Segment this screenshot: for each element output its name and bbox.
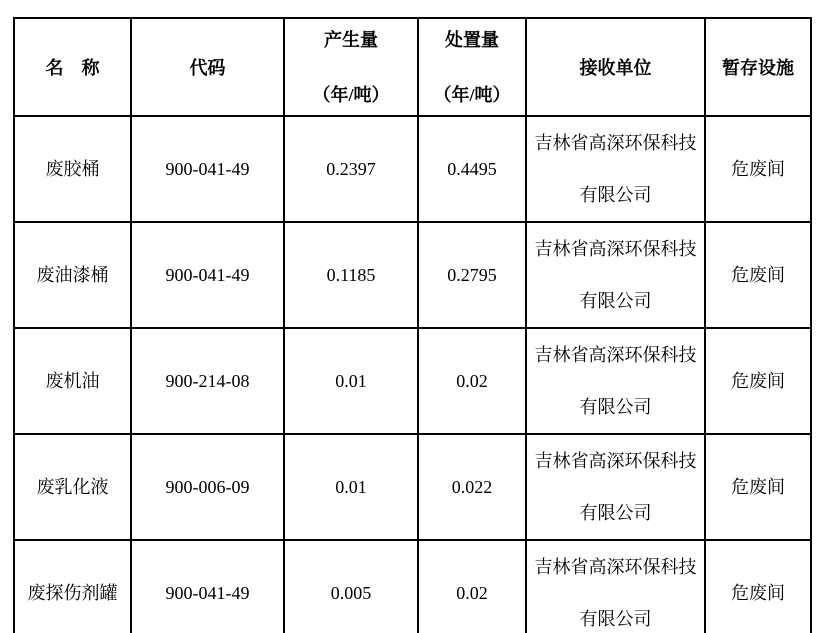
production-amount: 0.01 — [284, 434, 418, 540]
header-receiver: 接收单位 — [526, 18, 705, 116]
table-row — [14, 328, 811, 434]
storage-facility: 危废间 — [705, 116, 811, 222]
waste-code: 900-041-49 — [131, 540, 284, 633]
header-disposal-label: 处置量 — [445, 29, 499, 50]
table-row — [14, 540, 811, 633]
header-production-unit: （年/吨） — [312, 84, 390, 105]
production-amount: 0.005 — [284, 540, 418, 633]
receiver-unit: 吉林省高深环保科技有限公司 — [526, 540, 705, 633]
header-row — [14, 18, 811, 116]
table-row — [14, 116, 811, 222]
storage-facility: 危废间 — [705, 434, 811, 540]
receiver-unit: 吉林省高深环保科技有限公司 — [526, 328, 705, 434]
header-name: 名 称 — [14, 18, 131, 116]
receiver-unit: 吉林省高深环保科技有限公司 — [526, 116, 705, 222]
storage-facility: 危废间 — [705, 540, 811, 633]
waste-name: 废胶桶 — [14, 116, 131, 222]
waste-name: 废油漆桶 — [14, 222, 131, 328]
disposal-amount: 0.02 — [418, 328, 526, 434]
disposal-amount: 0.022 — [418, 434, 526, 540]
header-code: 代码 — [131, 18, 284, 116]
receiver-unit: 吉林省高深环保科技有限公司 — [526, 222, 705, 328]
header-disposal-unit: （年/吨） — [433, 84, 511, 105]
disposal-amount: 0.4495 — [418, 116, 526, 222]
disposal-amount: 0.2795 — [418, 222, 526, 328]
header-disposal — [418, 18, 526, 116]
waste-name: 废机油 — [14, 328, 131, 434]
waste-code: 900-041-49 — [131, 222, 284, 328]
table-row — [14, 222, 811, 328]
production-amount: 0.1185 — [284, 222, 418, 328]
receiver-unit: 吉林省高深环保科技有限公司 — [526, 434, 705, 540]
waste-name: 废乳化液 — [14, 434, 131, 540]
production-amount: 0.2397 — [284, 116, 418, 222]
waste-code: 900-214-08 — [131, 328, 284, 434]
waste-code: 900-041-49 — [131, 116, 284, 222]
disposal-amount: 0.02 — [418, 540, 526, 633]
header-storage: 暂存设施 — [705, 18, 811, 116]
table-row — [14, 434, 811, 540]
waste-code: 900-006-09 — [131, 434, 284, 540]
header-production-label: 产生量 — [324, 29, 378, 50]
hazardous-waste-table — [13, 17, 812, 633]
header-production — [284, 18, 418, 116]
storage-facility: 危废间 — [705, 328, 811, 434]
production-amount: 0.01 — [284, 328, 418, 434]
waste-name: 废探伤剂罐 — [14, 540, 131, 633]
storage-facility: 危废间 — [705, 222, 811, 328]
